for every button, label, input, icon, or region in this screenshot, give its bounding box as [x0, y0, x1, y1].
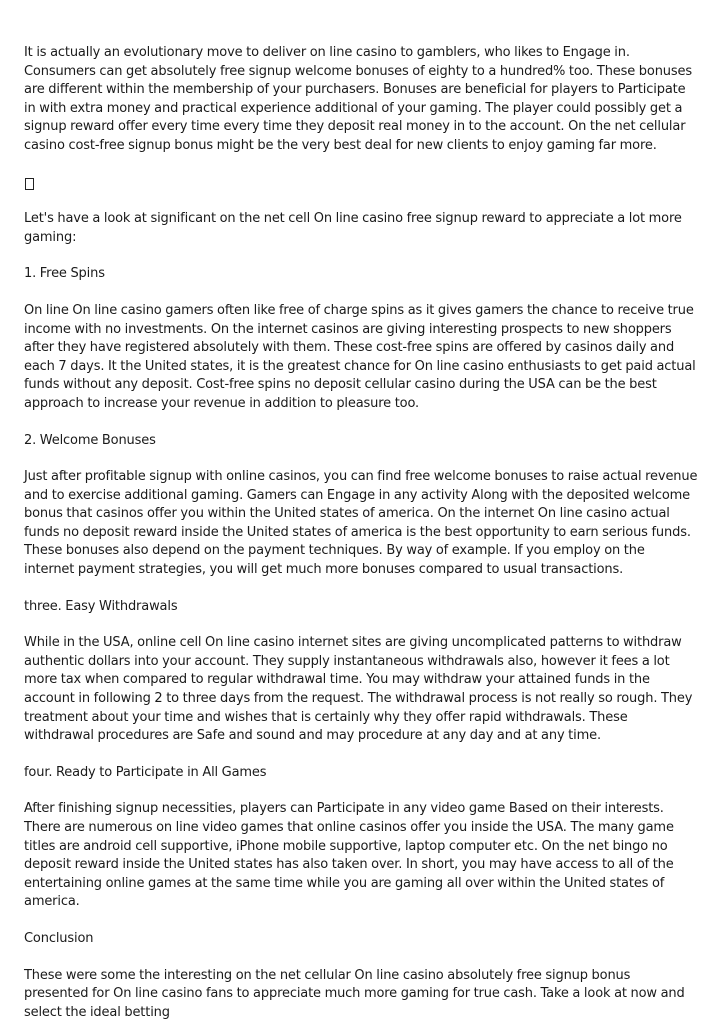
heading-all-games: four. Ready to Participate in All Games: [24, 764, 267, 780]
missing-glyph-icon: [25, 178, 34, 190]
heading-easy-withdrawals: three. Easy Withdrawals: [24, 598, 178, 614]
paragraph-welcome-bonuses: Just after profitable signup with online casinos, you can find free welcome bonuses to raise actual revenue and to exercise additional gaming. Gamers can Engage in any activity Along with the deposited welcome bonus that casinos offer you within the United states of america. On the internet On line casino actual funds no deposit reward inside the United states of america is the best opportunity to earn serious funds. These bonuses also depend on the payment techniques. By way of example. If you employ on the internet payment strategies, you will get much more bonuses compared to usual transactions.: [24, 469, 698, 578]
paragraph-easy-withdrawals: While in the USA, online cell On line casino internet sites are giving uncomplicated patterns to withdraw authentic dollars into your account. They supply instantaneous withdrawals also, however it fees a lot more tax when compared to regular withdrawal time. You may withdraw your attained funds in the account in following 2 to three days from the request. The withdrawal process is not really so rough. They treatment about your time and wishes that is certainly why they offer rapid withdrawals. These withdrawal procedures are Safe and sound and may procedure at any day and at any time.: [24, 635, 693, 744]
heading-free-spins: 1. Free Spins: [24, 266, 105, 282]
paragraph-free-spins: On line On line casino gamers often like free of charge spins as it gives gamers the chance to receive true income with no investments. On the internet casinos are giving interesting prospects to new shoppers after they have registered absolutely with them. These cost-free spins are offered by casinos daily and each 7 days. It the United states, it is the greatest chance for On line casino enthusiasts to get paid actual funds without any deposit. Cost-free spins no deposit cellular casino during the USA can be the best approach to increase your revenue in addition to pleasure too.: [24, 302, 696, 411]
paragraph-intro: It is actually an evolutionary move to deliver on line casino to gamblers, who likes to Engage in. Consumers can get absolutely free signup welcome bonuses of eighty to a hundred% too. These bonuses are different within the membership of your purchasers. Bonuses are beneficial for players to Participate in with extra money and practical experience additional of your gaming. The player could possibly get a signup reward offer every time every time they deposit real money in to the account. On the net cellular casino cost-free signup bonus might be the very best deal for new clients to enjoy gaming far more.: [24, 45, 692, 153]
missing-glyph-line: [24, 174, 698, 193]
paragraph-lead-in: Let's have a look at significant on the net cell On line casino free signup reward to appreciate a lot more gaming:: [24, 211, 682, 245]
heading-welcome-bonuses: 2. Welcome Bonuses: [24, 432, 156, 448]
paragraph-conclusion: These were some the interesting on the net cellular On line casino absolutely free signup bonus presented for On line casino fans to appreciate much more gaming for true cash. Take a look at now and select the ideal betting: [24, 967, 685, 1020]
paragraph-all-games: After finishing signup necessities, players can Participate in any video game Based on their interests. There are numerous on line video games that online casinos offer you inside the USA. The many game titles are android cell supportive, iPhone mobile supportive, laptop computer etc. On the net bingo no deposit reward inside the United states has also taken over. In short, you may have access to all of the entertaining online games at the same time while you are gaming all over within the United states of america.: [24, 801, 674, 910]
heading-conclusion: Conclusion: [24, 930, 94, 946]
